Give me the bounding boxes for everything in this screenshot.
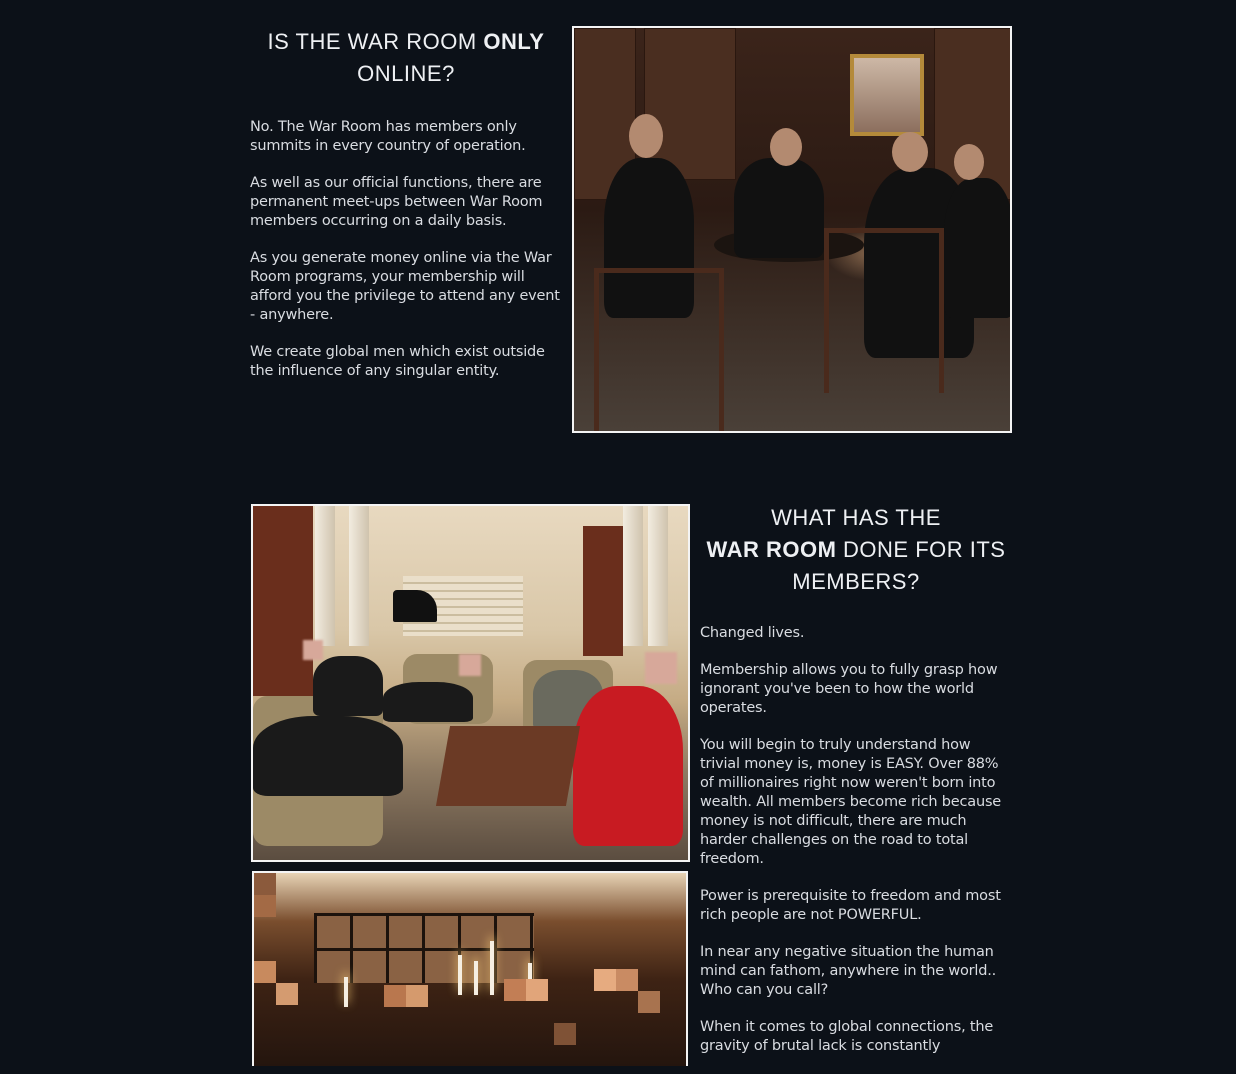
candle xyxy=(490,941,494,995)
seated-man xyxy=(944,178,1012,318)
pixelated-area xyxy=(254,873,276,895)
section-what-done xyxy=(700,502,1012,1074)
section-2-body xyxy=(700,624,1012,1056)
paragraph: As well as our official functions, there are permanent meet-ups between War Room members occurring on a daily basis. xyxy=(250,175,543,229)
summit-dinner-photo xyxy=(572,26,1012,433)
head xyxy=(954,144,984,180)
candle xyxy=(474,961,478,995)
seated-man xyxy=(313,656,383,716)
pixelated-area xyxy=(616,969,638,991)
section-1-heading: IS THE WAR ROOM ONLY ONLINE? xyxy=(267,29,545,86)
window xyxy=(314,913,534,983)
pixelated-area xyxy=(594,969,616,991)
pixelated-area xyxy=(526,979,548,1001)
column xyxy=(623,506,643,646)
pixelated-area xyxy=(254,961,276,983)
head xyxy=(892,132,928,172)
portrait-frame xyxy=(850,54,924,136)
man-in-red-tracksuit xyxy=(573,686,683,846)
paragraph: In near any negative situation the human mind can fathom, anywhere in the world.. Who can you call? xyxy=(700,944,997,998)
column xyxy=(315,506,335,646)
paragraph: Changed lives. xyxy=(700,625,805,641)
pixelated-area xyxy=(638,991,660,1013)
blurred-face xyxy=(645,652,677,684)
wooden-chair xyxy=(824,228,944,393)
heading-emphasis: ONLY xyxy=(483,29,545,54)
wooden-door xyxy=(253,506,313,696)
blurred-face xyxy=(459,654,481,676)
heading-emphasis: WAR ROOM xyxy=(706,537,837,562)
pixelated-area xyxy=(384,985,406,1007)
paragraph: Membership allows you to fully grasp how ignorant you've been to how the world operates. xyxy=(700,662,998,716)
column xyxy=(349,506,369,646)
section-online-question xyxy=(250,26,562,399)
blurred-face xyxy=(303,640,323,660)
head xyxy=(770,128,802,166)
coffee-table xyxy=(436,726,580,806)
seated-man xyxy=(253,716,403,796)
paragraph: We create global men which exist outside the influence of any singular entity. xyxy=(250,344,545,379)
paragraph: As you generate money online via the War Room programs, your membership will afford you the privilege to attend any event - anywhere. xyxy=(250,250,560,323)
candle xyxy=(344,977,348,1007)
seated-man xyxy=(734,158,824,258)
pixelated-area xyxy=(406,985,428,1007)
wooden-chair xyxy=(594,268,724,433)
seated-man xyxy=(383,682,473,722)
pixelated-area xyxy=(254,895,276,917)
candle xyxy=(458,955,462,995)
section-1-body xyxy=(250,118,560,381)
grand-piano xyxy=(393,590,437,622)
wooden-door xyxy=(583,526,623,656)
column xyxy=(648,506,668,646)
head xyxy=(629,114,663,158)
pixelated-area xyxy=(504,979,526,1001)
candlelit-dinner-photo xyxy=(252,871,688,1066)
paragraph: You will begin to truly understand how trivial money is, money is EASY. Over 88% of millionaires right now weren't born into wealth. All members become rich because money is not difficult, there are much harder challenges on the road to total freedom. xyxy=(700,737,1002,867)
paragraph: No. The War Room has members only summits in every country of operation. xyxy=(250,119,526,154)
mansion-gathering-photo xyxy=(251,504,690,862)
section-2-heading: WHAT HAS THE WAR ROOM DONE FOR ITS MEMBERS? xyxy=(706,505,1006,594)
paragraph: Power is prerequisite to freedom and most rich people are not POWERFUL. xyxy=(700,888,1001,923)
pixelated-area xyxy=(554,1023,576,1045)
pixelated-area xyxy=(276,983,298,1005)
paragraph: When it comes to global connections, the gravity of brutal lack is constantly xyxy=(700,1019,994,1054)
